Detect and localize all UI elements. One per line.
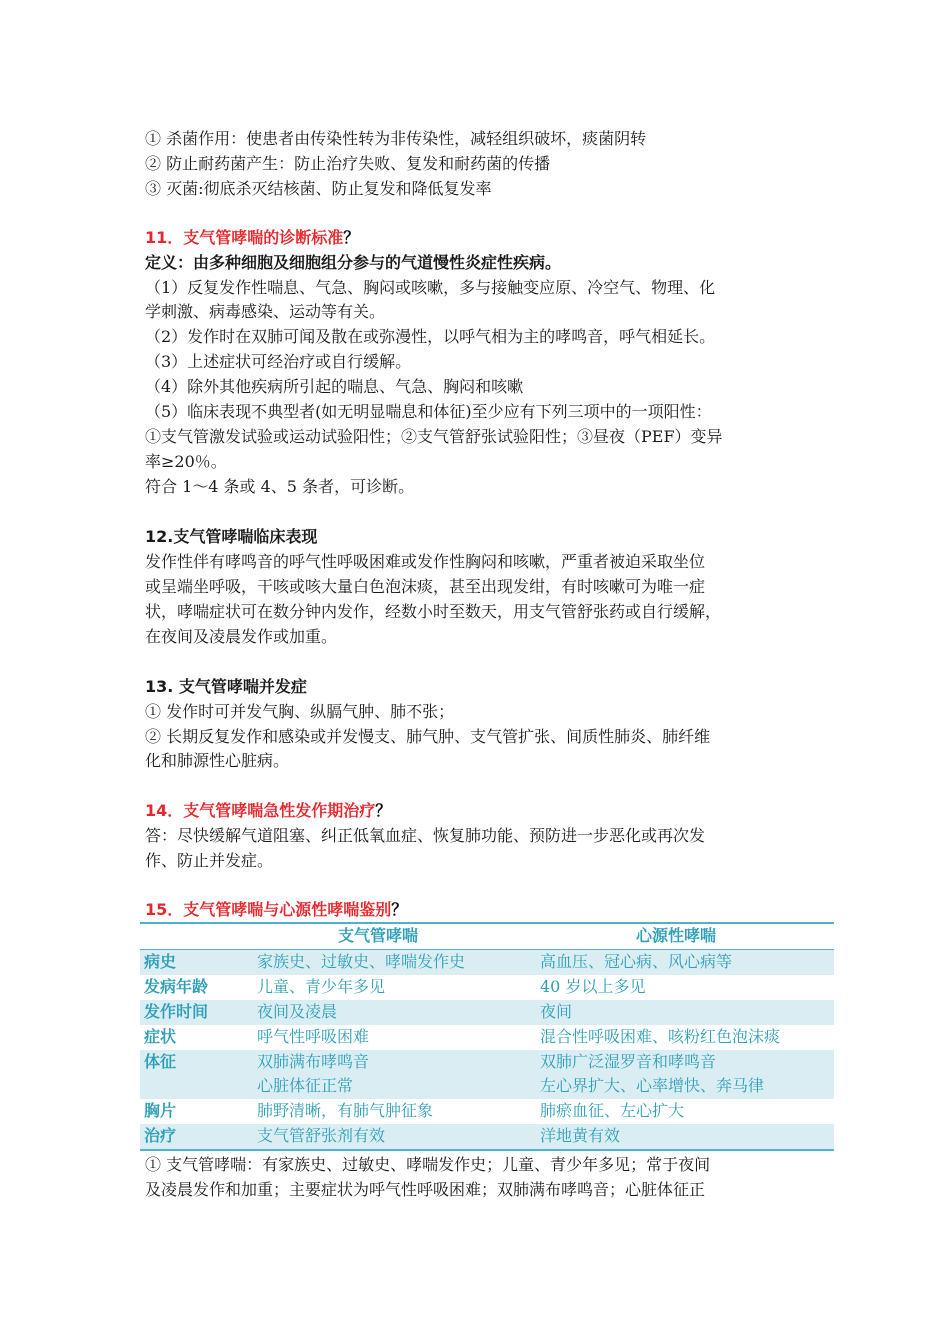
section-11-line: （4）除外其他疾病所引起的喘息、气急、胸闷和咳嗽: [145, 377, 524, 396]
section-12-line: 发作性伴有哮鸣音的呼气性呼吸困难或发作性胸闷和咳嗽，严重者被迫采取坐位: [145, 552, 706, 571]
section-11-line: （5）临床表现不典型者(如无明显喘息和体征)至少应有下列三项中的一项阳性：: [145, 402, 712, 421]
section-12-line: 或呈端坐呼吸，干咳或咳大量白色泡沫痰，甚至出现发绀，有时咳嗽可为唯一症: [145, 577, 706, 596]
section-11-line: （3）上述症状可经治疗或自行缓解。: [145, 352, 412, 371]
section-11-heading: [145, 226, 825, 250]
cell-cardiac: 混合性呼吸困难、咳粉红色泡沫痰: [540, 1027, 781, 1046]
cell-cardiac: 夜间: [536, 1000, 834, 1025]
cell-cardiac-line: 双肺广泛湿罗音和哮鸣音: [540, 1052, 717, 1071]
comparison-table: [140, 922, 834, 1151]
section-12-line: 状，哮喘症状可在数分钟内发作，经数小时至数天，用支气管舒张药或自行缓解，: [145, 602, 722, 621]
question-mark: ？: [375, 801, 392, 820]
section-14-title: 14．支气管哮喘急性发作期治疗: [145, 801, 376, 820]
section-11-line: 学刺激、病毒感染、运动等有关。: [145, 302, 386, 321]
cell-asthma-line: 双肺满布哮鸣音: [257, 1052, 370, 1071]
section-13-line: 化和肺源性心脏病。: [145, 751, 290, 770]
section-11-title: 11．支气管哮喘的诊断标准: [145, 228, 344, 247]
cell-asthma: [253, 1050, 536, 1099]
table-header-asthma: 支气管哮喘: [140, 923, 536, 950]
cell-cardiac: [536, 1050, 834, 1099]
cell-asthma-line: 心脏体征正常: [257, 1076, 354, 1095]
section-14-heading: [145, 799, 825, 823]
section-15-note: ① 支气管哮喘：有家族史、过敏史、哮喘发作史；儿童、青少年多见；常于夜间: [145, 1155, 711, 1174]
section-11-line: 率≥20％。: [145, 452, 227, 471]
table-row: [140, 1000, 834, 1025]
section-11-line: ①支气管激发试验或运动试验阳性；②支气管舒张试验阳性；③昼夜（PEF）变异: [145, 427, 723, 446]
cell-cardiac: 40 岁以上多见: [540, 977, 646, 996]
intro-item: ② 防止耐药菌产生：防止治疗失败、复发和耐药菌的传播: [145, 154, 551, 173]
section-11-line: 符合 1～4 条或 4、5 条者，可诊断。: [145, 477, 415, 496]
section-13-line: ② 长期反复发作和感染或并发慢支、肺气肿、支气管扩张、间质性肺炎、肺纤维: [145, 727, 711, 746]
section-14-line: 作、防止并发症。: [145, 851, 274, 870]
cell-cardiac: 高血压、冠心病、风心病等: [536, 950, 834, 976]
row-label: 发作时间: [140, 1000, 253, 1025]
table-row: [140, 1099, 834, 1124]
section-14-line: 答：尽快缓解气道阻塞、纠正低氧血症、恢复肺功能、预防进一步恶化或再次发: [145, 826, 706, 845]
table-row: [140, 975, 834, 1000]
intro-item: ③ 灭菌:彻底杀灭结核菌、防止复发和降低复发率: [145, 179, 492, 198]
section-15-heading: [145, 898, 825, 922]
row-label: 发病年龄: [144, 977, 209, 996]
section-15-note: 及凌晨发作和加重；主要症状为呼气性呼吸困难；双肺满布哮鸣音；心脏体征正: [145, 1180, 706, 1199]
section-12-line: 在夜间及凌晨发作或加重。: [145, 627, 338, 646]
cell-asthma: 家族史、过敏史、哮喘发作史: [253, 950, 536, 976]
section-15-title: 15．支气管哮喘与心源性哮喘鉴别: [145, 900, 392, 919]
cell-asthma: 支气管舒张剂有效: [253, 1124, 536, 1150]
table-header-cardiac: 心源性哮喘: [536, 923, 834, 950]
row-label: 胸片: [144, 1101, 177, 1120]
row-label: 体征: [140, 1050, 253, 1099]
cell-asthma: 肺野清晰，有肺气肿征象: [257, 1101, 434, 1120]
table-row: [140, 1025, 834, 1050]
section-11-line: （2）发作时在双肺可闻及散在或弥漫性，以呼气相为主的哮鸣音，呼气相延长。: [145, 327, 716, 346]
row-label: 治疗: [140, 1124, 253, 1150]
section-12-title: 12.支气管哮喘临床表现: [145, 527, 318, 546]
section-11-definition: 定义：由多种细胞及细胞组分参与的气道慢性炎症性疾病。: [145, 253, 562, 272]
question-mark: ？: [343, 228, 360, 247]
table-row: [140, 1050, 834, 1099]
section-13-line: ① 发作时可并发气胸、纵膈气肿、肺不张；: [145, 702, 455, 721]
cell-cardiac-line: 左心界扩大、心率增快、奔马律: [540, 1076, 765, 1095]
section-13-title: 13. 支气管哮喘并发症: [145, 677, 307, 696]
table-row: [140, 950, 834, 976]
section-11-line: （1）反复发作性喘息、气急、胸闷或咳嗽，多与接触变应原、冷空气、物理、化: [145, 278, 716, 297]
cell-asthma: 夜间及凌晨: [253, 1000, 536, 1025]
row-label: 症状: [144, 1027, 177, 1046]
cell-cardiac: 洋地黄有效: [536, 1124, 834, 1150]
intro-item: ① 杀菌作用：使患者由传染性转为非传染性，减轻组织破坏，痰菌阴转: [145, 129, 647, 148]
table-row: [140, 1124, 834, 1150]
cell-asthma: 呼气性呼吸困难: [257, 1027, 370, 1046]
question-mark: ？: [391, 900, 408, 919]
cell-cardiac: 肺瘀血征、左心扩大: [540, 1101, 685, 1120]
cell-asthma: 儿童、青少年多见: [257, 977, 386, 996]
row-label: 病史: [140, 950, 253, 976]
table-header-row: [140, 923, 834, 950]
